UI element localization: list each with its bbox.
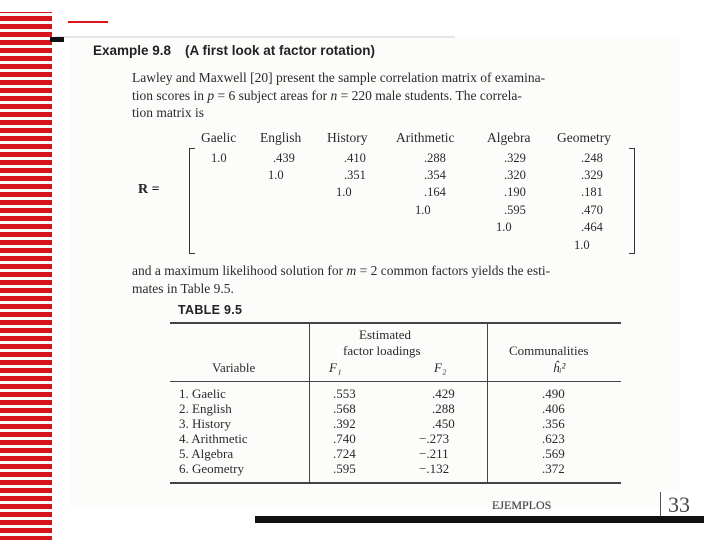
- header-f1: F₁: [329, 360, 342, 375]
- table-title: TABLE 9.5: [178, 303, 243, 317]
- table-divider-2: [487, 322, 488, 482]
- matrix-cell: 1.0: [336, 185, 352, 199]
- cell-f2: .450: [432, 416, 455, 431]
- matrix-cell: .288: [424, 151, 446, 165]
- cell-f1: .740: [333, 431, 356, 446]
- cell-f2: .429: [432, 386, 455, 401]
- cell-f1: .568: [333, 401, 356, 416]
- matrix-header-arithmetic: Arithmetic: [396, 130, 455, 145]
- matrix-row: [0, 238, 720, 254]
- cell-f2: −.273: [419, 431, 450, 446]
- matrix-cell: .470: [581, 203, 603, 217]
- matrix-cell: .164: [424, 185, 446, 199]
- table-header-rule: [170, 381, 621, 382]
- matrix-cell: .354: [424, 168, 446, 182]
- cell-f1: .724: [333, 446, 356, 461]
- footer-bar: [255, 516, 704, 523]
- matrix-row: [0, 151, 720, 167]
- matrix-header-algebra: Algebra: [487, 130, 531, 145]
- header-estimated: Estimated: [359, 327, 411, 342]
- header-communality-symbol: ĥᵢ²: [553, 360, 566, 375]
- cell-variable: 1. Gaelic: [179, 386, 226, 401]
- matrix-cell: .410: [344, 151, 366, 165]
- header-factor-loadings: factor loadings: [343, 343, 421, 358]
- header-f2: F₂: [434, 360, 447, 375]
- matrix-label: R =: [138, 182, 160, 197]
- matrix-cell: .190: [504, 185, 526, 199]
- top-accent-dash: [68, 21, 108, 23]
- stripe-cap: [0, 0, 52, 12]
- outro-line-1: and a maximum likelihood solution for m = 2 common factors yields the esti-: [132, 263, 551, 278]
- matrix-cell: .320: [504, 168, 526, 182]
- intro-line-3: tion matrix is: [132, 105, 204, 120]
- intro-line-1: Lawley and Maxwell [20] present the sample correlation matrix of examina-: [132, 70, 546, 85]
- outro-paragraph: [132, 262, 550, 297]
- example-title: (A first look at factor rotation): [185, 43, 376, 58]
- cell-f2: .288: [432, 401, 455, 416]
- matrix-cell: 1.0: [268, 168, 284, 182]
- matrix-cell: .329: [581, 168, 603, 182]
- matrix-header-geometry: Geometry: [557, 130, 611, 145]
- corner-tick: [50, 37, 64, 42]
- matrix-header-row: [0, 130, 720, 146]
- matrix-cell: .181: [581, 185, 603, 199]
- cell-h: .623: [542, 431, 565, 446]
- matrix-row: [0, 168, 720, 184]
- matrix-row: [0, 220, 720, 236]
- matrix-row: [0, 203, 720, 219]
- matrix-header-history: History: [327, 130, 368, 145]
- cell-variable: 4. Arithmetic: [179, 431, 248, 446]
- matrix-header-english: English: [260, 130, 302, 145]
- matrix-cell: .329: [504, 151, 526, 165]
- cell-h: .356: [542, 416, 565, 431]
- header-communalities: Communalities: [509, 343, 589, 358]
- intro-paragraph: [132, 69, 545, 122]
- matrix-cell: .439: [273, 151, 295, 165]
- cell-variable: 3. History: [179, 416, 231, 431]
- cell-h: .569: [542, 446, 565, 461]
- cell-h: .490: [542, 386, 565, 401]
- cell-variable: 5. Algebra: [179, 446, 234, 461]
- matrix-cell: 1.0: [211, 151, 227, 165]
- cell-f2: −.132: [419, 461, 450, 476]
- table-divider-1: [309, 322, 310, 482]
- cell-f1: .595: [333, 461, 356, 476]
- page-number: 33: [668, 492, 690, 517]
- matrix-cell: .595: [504, 203, 526, 217]
- matrix-row: [0, 185, 720, 201]
- cell-variable: 6. Geometry: [179, 461, 244, 476]
- matrix-cell: .351: [344, 168, 366, 182]
- table-top-rule: [170, 322, 621, 324]
- cell-f1: .392: [333, 416, 356, 431]
- table-bottom-rule: [170, 482, 621, 484]
- example-label: Example 9.8: [93, 43, 172, 58]
- matrix-header-gaelic: Gaelic: [201, 130, 237, 145]
- decorative-stripe-band: [0, 0, 52, 540]
- matrix-cell: .464: [581, 220, 603, 234]
- matrix-cell: 1.0: [496, 220, 512, 234]
- matrix-cell: 1.0: [574, 238, 590, 252]
- outro-line-2: mates in Table 9.5.: [132, 280, 234, 296]
- footer-label: EJEMPLOS: [492, 498, 552, 512]
- cell-h: .372: [542, 461, 565, 476]
- example-heading: [93, 43, 375, 58]
- cell-f1: .553: [333, 386, 356, 401]
- intro-line-2: tion scores in p = 6 subject areas for n = 220 male students. The correla-: [132, 87, 522, 103]
- header-variable: Variable: [212, 360, 256, 375]
- cell-f2: −.211: [419, 446, 449, 461]
- matrix-cell: 1.0: [415, 203, 431, 217]
- cell-h: .406: [542, 401, 565, 416]
- matrix-cell: .248: [581, 151, 603, 165]
- cell-variable: 2. English: [179, 401, 232, 416]
